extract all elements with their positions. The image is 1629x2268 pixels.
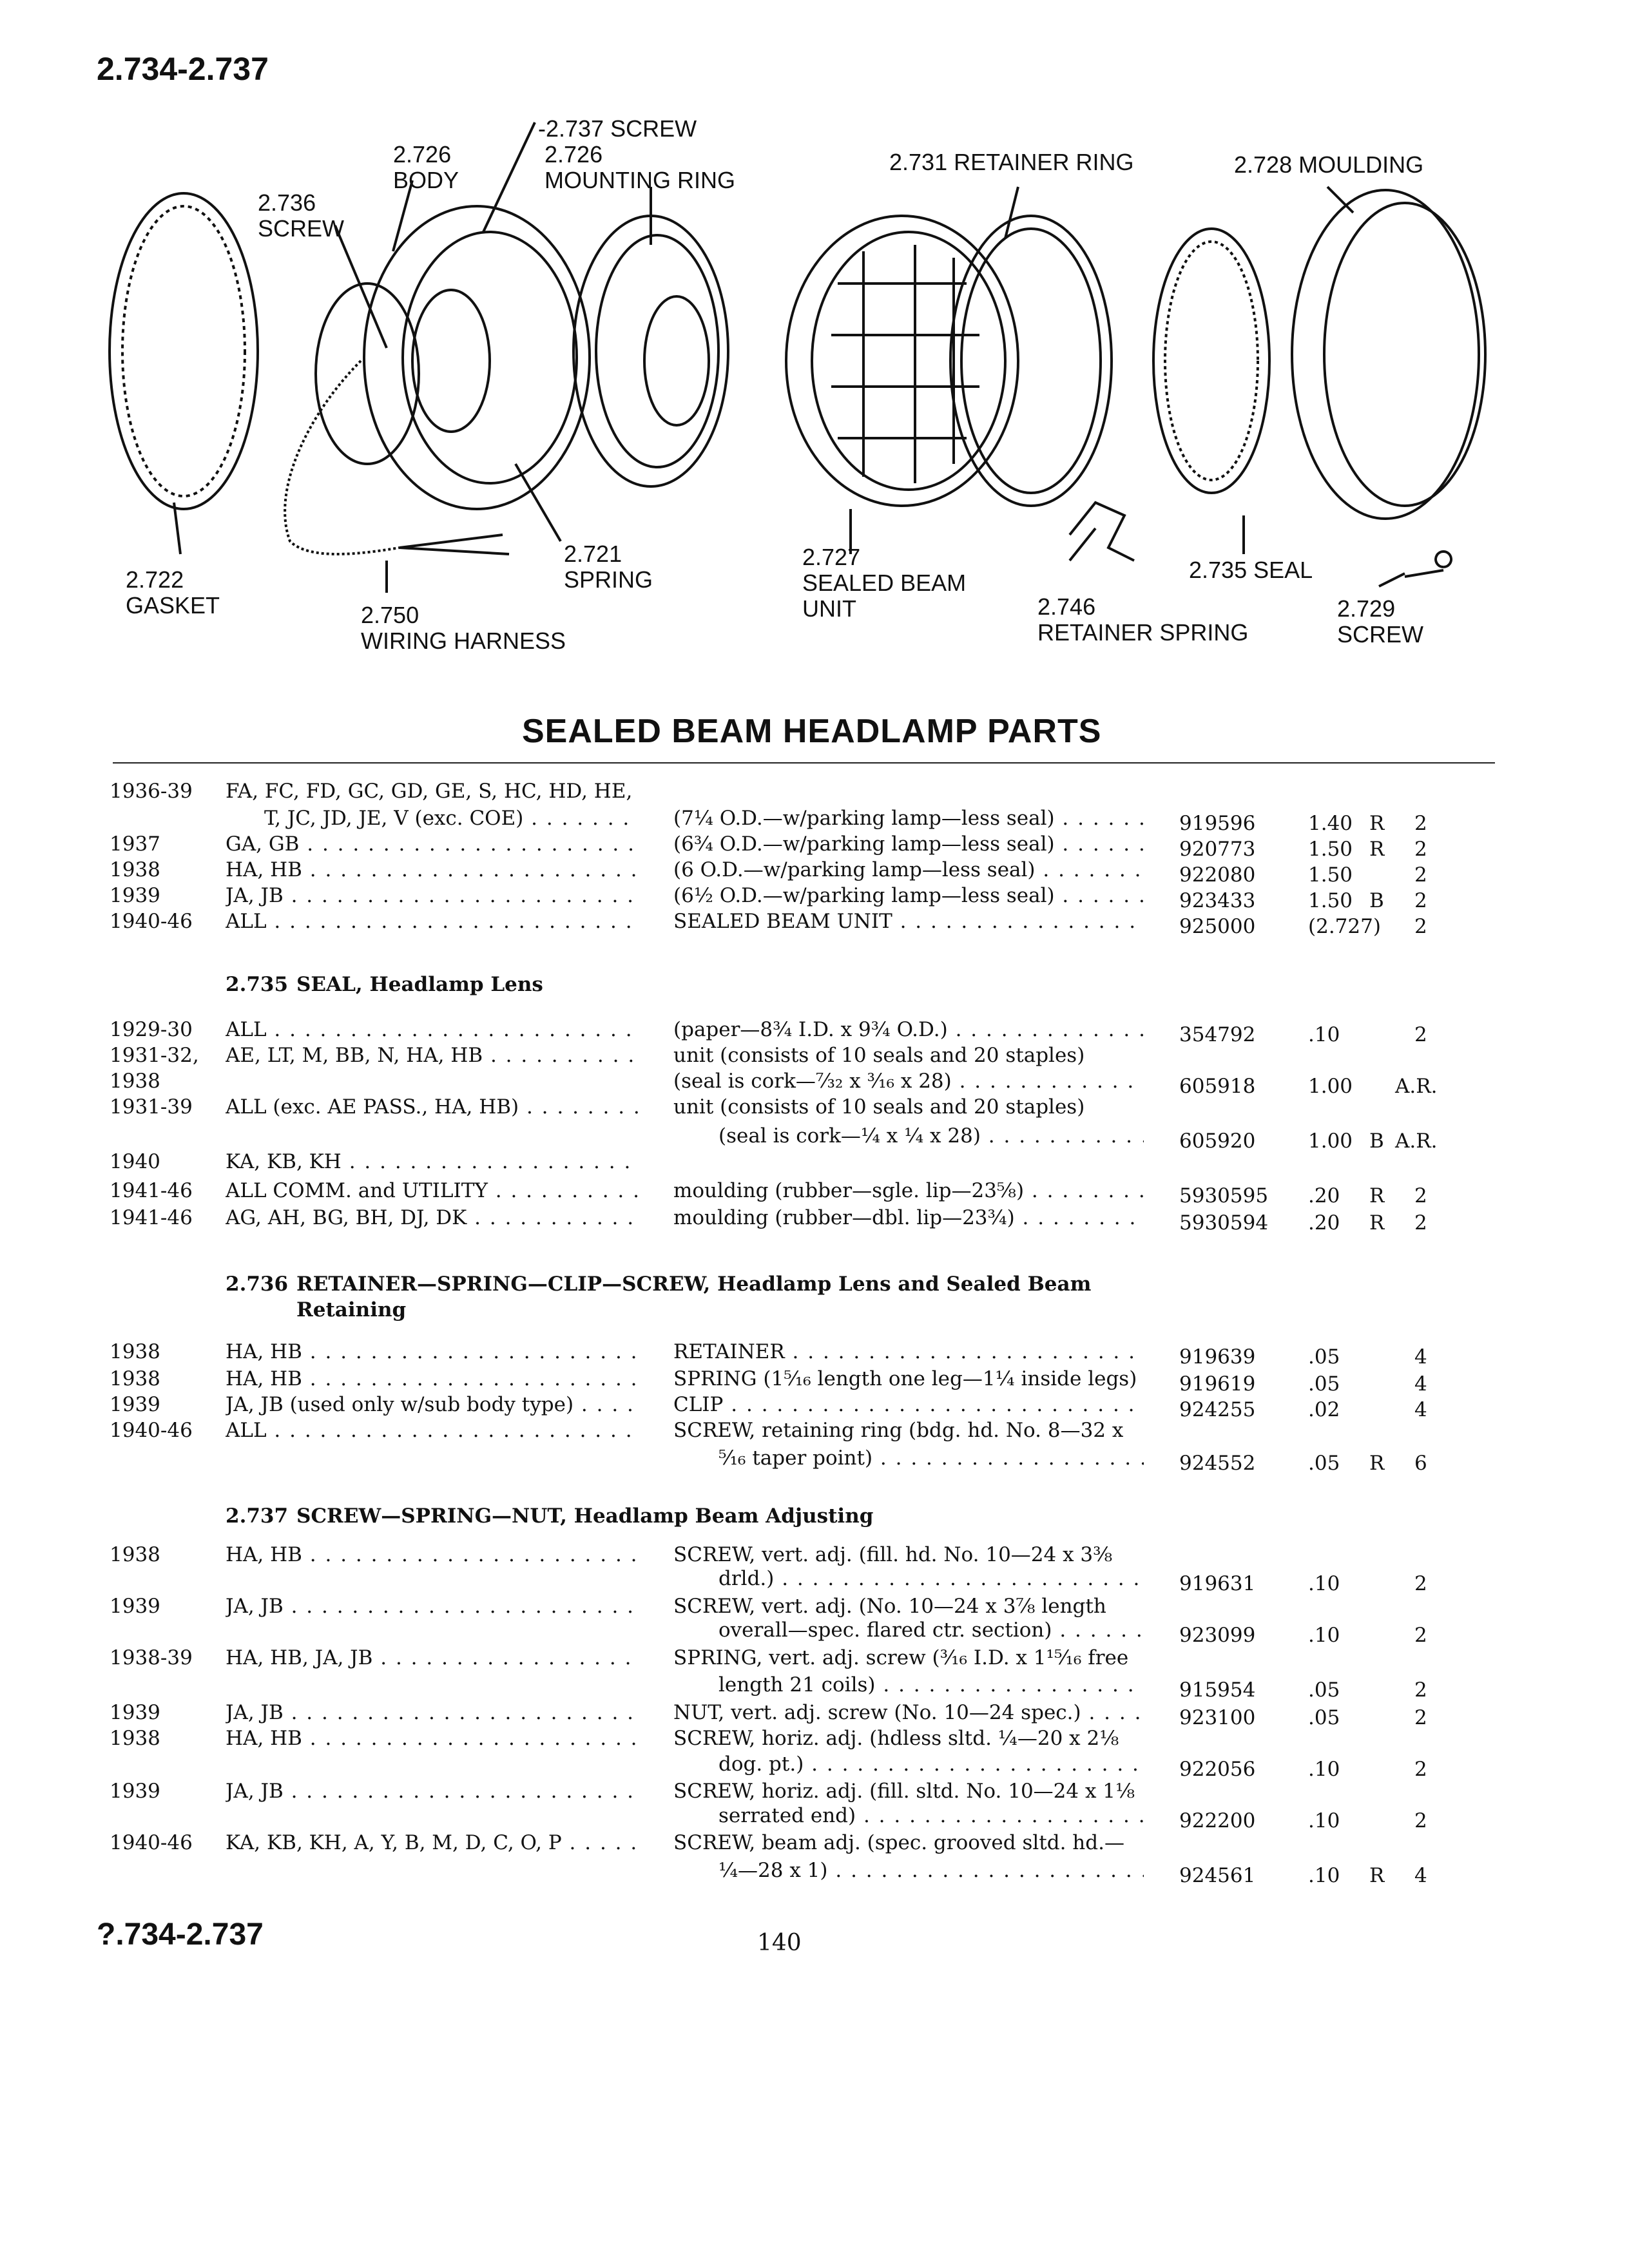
row-part-number: 924255 [1179, 1398, 1256, 1421]
row-price: .20 [1308, 1211, 1340, 1235]
label-2729-screw: 2.729 SCREW [1337, 595, 1423, 648]
row-quantity: 4 [1414, 1372, 1427, 1396]
row-description: SCREW, retaining ring (bdg. hd. No. 8—32 x [673, 1419, 1124, 1442]
row-price: 1.50 [1308, 838, 1353, 861]
row-price: .05 [1308, 1372, 1340, 1396]
row-part-number: 5930594 [1179, 1211, 1269, 1235]
row-year: 1936-39 [110, 780, 193, 803]
label-2728-moulding: 2.728 MOULDING [1234, 151, 1424, 178]
row-year: 1929-30 [110, 1018, 193, 1041]
row-model: KA, KB, KH . . . [226, 1150, 638, 1173]
row-price: .10 [1308, 1758, 1340, 1781]
row-quantity: 2 [1414, 1184, 1427, 1207]
row-code: R [1369, 1452, 1385, 1475]
row-description: (6¾ O.D.—w/parking lamp—less seal) . . . [673, 832, 1144, 856]
row-price: .05 [1308, 1706, 1340, 1729]
row-description: ⁵⁄₁₆ taper point) . . . [718, 1446, 1144, 1470]
row-description: SCREW, vert. adj. (fill. hd. No. 10—24 x 3⅜ [673, 1543, 1113, 1566]
row-part-number: 924561 [1179, 1864, 1256, 1887]
row-description: ¼—28 x 1) . . . [718, 1859, 1144, 1882]
row-price: 1.00 [1308, 1129, 1353, 1153]
row-model: HA, HB . . . [226, 1543, 638, 1566]
row-year: 1939 [110, 1393, 160, 1416]
page-footer-ref: ?.734-2.737 [97, 1917, 264, 1952]
row-description: SCREW, beam adj. (spec. grooved sltd. hd.— [673, 1831, 1124, 1854]
page-header-ref: 2.734-2.737 [97, 51, 269, 87]
label-2736-screw: 2.736 SCREW [258, 189, 344, 242]
section-heading-text: SCREW—SPRING—NUT, Headlamp Beam Adjusting [296, 1504, 874, 1528]
row-price: .20 [1308, 1184, 1340, 1207]
row-quantity: 2 [1414, 812, 1427, 835]
row-description: (6½ O.D.—w/parking lamp—less seal) . . . [673, 884, 1144, 907]
row-part-number: 354792 [1179, 1023, 1256, 1046]
row-model: HA, HB, JA, JB . . . [226, 1646, 638, 1669]
row-part-number: 919639 [1179, 1345, 1256, 1369]
row-year: 1941-46 [110, 1206, 193, 1229]
row-description: RETAINER . . . [673, 1340, 1144, 1363]
row-price: (2.727) [1308, 915, 1381, 938]
row-code: R [1369, 1184, 1385, 1207]
row-code: B [1369, 1129, 1384, 1153]
row-part-number: 922080 [1179, 863, 1256, 887]
row-code: R [1369, 1211, 1385, 1235]
row-model: JA, JB (used only w/sub body type) . . . [226, 1393, 638, 1416]
row-model: KA, KB, KH, A, Y, B, M, D, C, O, P . . . [226, 1831, 638, 1854]
page-number: 140 [757, 1930, 802, 1956]
row-description: (7¼ O.D.—w/parking lamp—less seal) . . . [673, 807, 1144, 830]
row-description: dog. pt.) . . . [718, 1753, 1144, 1776]
row-quantity: 2 [1414, 1211, 1427, 1235]
row-quantity: 4 [1414, 1398, 1427, 1421]
row-model: ALL COMM. and UTILITY . . . [226, 1179, 638, 1202]
row-description: (6 O.D.—w/parking lamp—less seal) . . . [673, 858, 1144, 881]
row-part-number: 922056 [1179, 1758, 1256, 1781]
row-model: JA, JB . . . [226, 1701, 638, 1724]
row-year: 1940-46 [110, 910, 193, 933]
retainer-ring-drawing [950, 216, 1112, 506]
label-2731-retainer-ring: 2.731 RETAINER RING [889, 149, 1134, 175]
row-part-number: 605920 [1179, 1129, 1256, 1153]
row-description: overall—spec. flared ctr. section) . . . [718, 1619, 1144, 1642]
row-year: 1938 [110, 1543, 160, 1566]
row-year: 1939 [110, 1701, 160, 1724]
row-model: ALL . . . [226, 910, 638, 933]
row-price: .10 [1308, 1023, 1340, 1046]
row-description: moulding (rubber—sgle. lip—23⅝) . . . [673, 1179, 1144, 1202]
section-heading-text: RETAINER—SPRING—CLIP—SCREW, Headlamp Lens and Sealed Beam [296, 1273, 1092, 1296]
row-quantity: 2 [1414, 838, 1427, 861]
row-code: B [1369, 889, 1384, 912]
section-heading-text-cont: Retaining [296, 1298, 407, 1321]
moulding-drawing [1292, 190, 1485, 519]
row-year: 1938 [110, 1367, 160, 1390]
row-model: HA, HB . . . [226, 1367, 638, 1390]
row-year: 1938 [110, 858, 160, 881]
row-part-number: 925000 [1179, 915, 1256, 938]
row-description: (seal is cork—⁷⁄₃₂ x ³⁄₁₆ x 28) . . . [673, 1070, 1144, 1093]
row-quantity: 2 [1414, 863, 1427, 887]
row-model: GA, GB . . . [226, 832, 638, 856]
row-quantity: 2 [1414, 915, 1427, 938]
row-quantity: 2 [1414, 1624, 1427, 1647]
section-heading-text: SEAL, Headlamp Lens [296, 973, 543, 996]
row-description: NUT, vert. adj. screw (No. 10—24 spec.) . . . [673, 1701, 1144, 1724]
label-2750-wiring-harness: 2.750 WIRING HARNESS [361, 602, 566, 654]
row-model: FA, FC, FD, GC, GD, GE, S, HC, HD, HE, . . . [226, 780, 638, 803]
row-year: 1937 [110, 832, 160, 856]
row-description: SCREW, vert. adj. (No. 10—24 x 3⅞ length [673, 1595, 1106, 1618]
row-quantity: 4 [1414, 1864, 1427, 1887]
seal-drawing [1153, 229, 1269, 493]
section-heading-number: 2.736 [226, 1273, 289, 1296]
row-description: (seal is cork—¼ x ¼ x 28) . . . [718, 1124, 1144, 1148]
row-year: 1939 [110, 1595, 160, 1618]
row-year: 1938 [110, 1070, 160, 1093]
row-year: 1931-39 [110, 1095, 193, 1119]
row-quantity: 2 [1414, 1809, 1427, 1832]
row-code: R [1369, 838, 1385, 861]
row-price: .10 [1308, 1864, 1340, 1887]
row-year: 1941-46 [110, 1179, 193, 1202]
row-model: HA, HB . . . [226, 1727, 638, 1750]
row-part-number: 923100 [1179, 1706, 1256, 1729]
row-code: R [1369, 812, 1385, 835]
row-quantity: 4 [1414, 1345, 1427, 1369]
row-model: T, JC, JD, JE, V (exc. COE) . . . [264, 807, 638, 830]
row-quantity: 2 [1414, 1572, 1427, 1595]
row-year: 1938-39 [110, 1646, 193, 1669]
row-part-number: 919631 [1179, 1572, 1256, 1595]
row-model: ALL . . . [226, 1018, 638, 1041]
label-2722-gasket: 2.722 GASKET [126, 566, 220, 619]
label-2721-spring: 2.721 SPRING [564, 541, 653, 593]
row-description: SEALED BEAM UNIT . . . [673, 910, 1144, 933]
row-description: serrated end) . . . [718, 1804, 1144, 1827]
body-drawing [285, 206, 590, 554]
row-code: R [1369, 1864, 1385, 1887]
row-price: .05 [1308, 1678, 1340, 1702]
label-2737-screw-mounting-ring: -2.737 SCREW 2.726 MOUNTING RING [538, 115, 735, 193]
sealed-beam-drawing [786, 216, 1018, 506]
row-part-number: 922200 [1179, 1809, 1256, 1832]
row-description: length 21 coils) . . . [718, 1673, 1144, 1696]
row-quantity: 6 [1414, 1452, 1427, 1475]
row-part-number: 923099 [1179, 1624, 1256, 1647]
row-year: 1940-46 [110, 1831, 193, 1854]
row-year: 1931-32, [110, 1044, 199, 1067]
label-2726-body: 2.726 BODY [393, 141, 459, 193]
row-model: ALL . . . [226, 1419, 638, 1442]
row-model: JA, JB . . . [226, 884, 638, 907]
row-price: 1.40 [1308, 812, 1353, 835]
mounting-ring-drawing [574, 216, 728, 486]
row-part-number: 919619 [1179, 1372, 1256, 1396]
section-heading-number: 2.737 [226, 1504, 289, 1528]
row-description: SPRING (1⁵⁄₁₆ length one leg—1¼ inside legs) . . . [673, 1367, 1144, 1390]
row-quantity: A.R. [1395, 1129, 1438, 1153]
row-year: 1940 [110, 1150, 160, 1173]
row-year: 1940-46 [110, 1419, 193, 1442]
row-price: .10 [1308, 1572, 1340, 1595]
row-model: AE, LT, M, BB, N, HA, HB . . . [226, 1044, 638, 1067]
row-model: JA, JB . . . [226, 1780, 638, 1803]
row-description: unit (consists of 10 seals and 20 staples) [673, 1095, 1085, 1119]
row-quantity: 2 [1414, 1706, 1427, 1729]
row-year: 1939 [110, 1780, 160, 1803]
row-model: HA, HB . . . [226, 858, 638, 881]
row-description: SCREW, horiz. adj. (fill. sltd. No. 10—24 x 1⅛ [673, 1780, 1135, 1803]
label-2746-retainer-spring: 2.746 RETAINER SPRING [1037, 593, 1249, 646]
row-part-number: 915954 [1179, 1678, 1256, 1702]
row-quantity: 2 [1414, 889, 1427, 912]
row-model: HA, HB . . . [226, 1340, 638, 1363]
row-price: .05 [1308, 1452, 1340, 1475]
title-rule [113, 762, 1495, 764]
row-description: moulding (rubber—dbl. lip—23¾) . . . [673, 1206, 1144, 1229]
row-year: 1938 [110, 1727, 160, 1750]
row-description: (paper—8¾ I.D. x 9¾ O.D.) . . . [673, 1018, 1144, 1041]
row-description: SCREW, horiz. adj. (hdless sltd. ¼—20 x 2⅛ [673, 1727, 1119, 1750]
row-quantity: 2 [1414, 1023, 1427, 1046]
row-year: 1939 [110, 884, 160, 907]
row-price: .10 [1308, 1809, 1340, 1832]
row-quantity: 2 [1414, 1678, 1427, 1702]
label-2727-sealed-beam-unit: 2.727 SEALED BEAM UNIT [802, 544, 967, 622]
row-description: CLIP . . . [673, 1393, 1144, 1416]
row-price: 1.00 [1308, 1075, 1353, 1098]
row-price: .10 [1308, 1624, 1340, 1647]
label-2735-seal: 2.735 SEAL [1189, 557, 1313, 583]
row-part-number: 5930595 [1179, 1184, 1269, 1207]
page-title: SEALED BEAM HEADLAMP PARTS [522, 713, 1102, 750]
row-price: .02 [1308, 1398, 1340, 1421]
row-price: 1.50 [1308, 863, 1353, 887]
row-model: JA, JB . . . [226, 1595, 638, 1618]
row-price: 1.50 [1308, 889, 1353, 912]
row-quantity: 2 [1414, 1758, 1427, 1781]
row-quantity: A.R. [1395, 1075, 1438, 1098]
row-description: SPRING, vert. adj. screw (³⁄₁₆ I.D. x 1¹⁵⁄₁₆ free [673, 1646, 1129, 1669]
row-model: ALL (exc. AE PASS., HA, HB) . . . [226, 1095, 638, 1119]
section-heading-number: 2.735 [226, 973, 289, 996]
gasket-drawing [110, 193, 258, 509]
row-part-number: 605918 [1179, 1075, 1256, 1098]
row-price: .05 [1308, 1345, 1340, 1369]
row-description: drld.) . . . [718, 1567, 1144, 1590]
row-part-number: 923433 [1179, 889, 1256, 912]
row-part-number: 924552 [1179, 1452, 1256, 1475]
row-description: unit (consists of 10 seals and 20 staples) [673, 1044, 1085, 1067]
row-year: 1938 [110, 1340, 160, 1363]
row-part-number: 920773 [1179, 838, 1256, 861]
row-model: AG, AH, BG, BH, DJ, DK . . . [226, 1206, 638, 1229]
row-part-number: 919596 [1179, 812, 1256, 835]
